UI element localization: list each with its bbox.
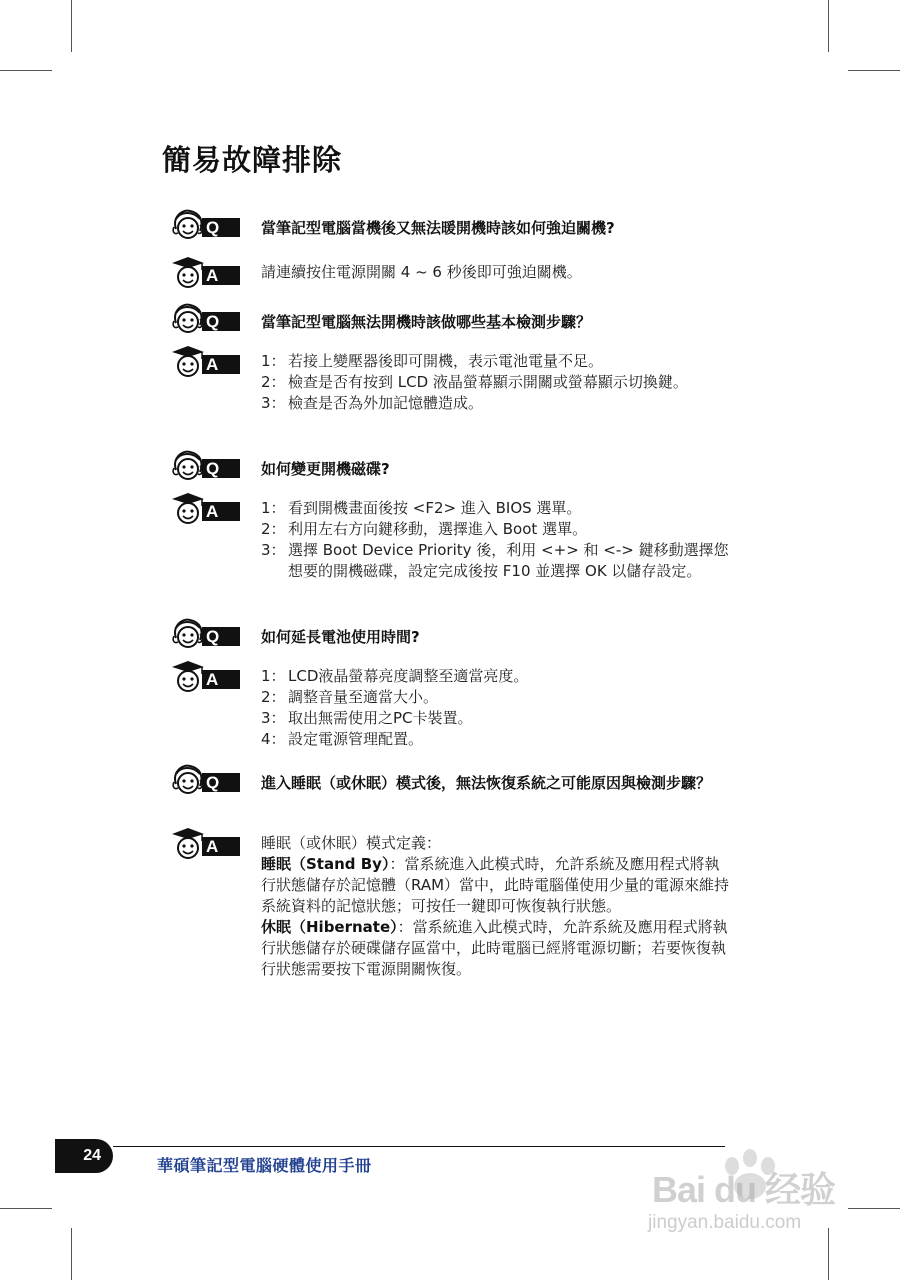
crop-mark [0, 1208, 52, 1209]
list-item: 3： 檢查是否為外加記憶體造成。 [261, 394, 484, 412]
graduate-face-icon [170, 255, 206, 289]
girl-face-icon [170, 616, 206, 650]
crop-mark [828, 0, 829, 52]
list-item: 2： 利用左右方向鍵移動，選擇進入 Boot 選單。 [261, 520, 588, 538]
answer-text [261, 833, 731, 980]
graduate-face-icon [170, 826, 206, 860]
graduate-face-icon [170, 659, 206, 693]
answer-text [261, 498, 731, 582]
a-badge [170, 659, 240, 693]
a-badge [170, 826, 240, 860]
definition-hibernate: 休眠（Hibernate）：當系統進入此模式時，允許系統及應用程式將執行狀態儲存於硬碟儲存區當中，此時電腦已經將電源切斷；若要恢復執行狀態需要按下電源開關恢復。 [261, 918, 728, 978]
answer-list [261, 666, 731, 750]
qa-item-3 [170, 448, 750, 580]
a-badge [170, 344, 240, 378]
q-label: Q [202, 773, 240, 792]
question-text: 如何延長電池使用時間? [261, 628, 420, 646]
graduate-face-icon [170, 344, 206, 378]
a-label: A [202, 266, 240, 285]
answer-list [261, 351, 731, 414]
list-item: 1： 看到開機畫面後按 <F2> 進入 BIOS 選單。 [261, 499, 582, 517]
question-text: 如何變更開機磁碟? [261, 460, 390, 478]
qa-item-1 [170, 207, 750, 285]
question-text: 當筆記型電腦當機後又無法暖開機時該如何強迫關機? [261, 219, 615, 237]
girl-face-icon [170, 762, 206, 796]
list-item: 1： LCD液晶螢幕亮度調整至適當亮度。 [261, 667, 529, 685]
watermark-url: jingyan.baidu.com [648, 1212, 802, 1233]
q-label: Q [202, 627, 240, 646]
crop-mark [848, 70, 900, 71]
manual-title: 華碩筆記型電腦硬體使用手冊 [157, 1156, 372, 1175]
list-item: 2： 調整音量至適當大小。 [261, 688, 439, 706]
answer-text [261, 262, 731, 283]
q-badge [170, 616, 240, 650]
list-item: 1： 若接上變壓器後即可開機，表示電池電量不足。 [261, 352, 604, 370]
watermark-logo: Bai du 经验 [652, 1169, 836, 1210]
qa-item-4 [170, 616, 750, 748]
girl-face-icon [170, 301, 206, 335]
a-label: A [202, 837, 240, 856]
answer-text [261, 351, 731, 414]
page-title: 簡易故障排除 [162, 143, 343, 177]
a-badge [170, 255, 240, 289]
list-item: 4： 設定電源管理配置。 [261, 730, 424, 748]
watermark [640, 1148, 850, 1238]
graduate-face-icon [170, 491, 206, 525]
q-badge [170, 301, 240, 335]
a-label: A [202, 355, 240, 374]
crop-mark [0, 70, 52, 71]
page-number: 24 [55, 1139, 113, 1173]
definition-standby: 睡眠（Stand By）：當系統進入此模式時，允許系統及應用程式將執行狀態儲存於記憶體（RAM）當中，此時電腦僅使用少量的電源來維持系統資料的記憶狀態；可按任一鍵即可恢復執行狀態。 [261, 855, 730, 915]
a-label: A [202, 670, 240, 689]
qa-item-2 [170, 301, 750, 412]
q-label: Q [202, 218, 240, 237]
qa-item-5 [170, 762, 750, 978]
q-label: Q [202, 459, 240, 478]
girl-face-icon [170, 207, 206, 241]
q-badge [170, 762, 240, 796]
answer-list [261, 498, 731, 582]
definition-intro: 睡眠（或休眠）模式定義： [261, 834, 442, 852]
footer-divider [113, 1146, 725, 1147]
crop-mark [848, 1208, 900, 1209]
answer-line: 請連續按住電源開關 4 ~ 6 秒後即可強迫關機。 [261, 263, 582, 281]
q-label: Q [202, 312, 240, 331]
question-text: 當筆記型電腦無法開機時該做哪些基本檢測步驟？ [261, 313, 592, 331]
crop-mark [71, 1228, 72, 1280]
q-badge [170, 207, 240, 241]
a-label: A [202, 502, 240, 521]
list-item: 3： 選擇 Boot Device Priority 後，利用 <+> 和 <-> 鍵移動選擇您想要的開機磁碟，設定完成後按 F10 並選擇 OK 以儲存設定。 [261, 541, 729, 580]
girl-face-icon [170, 448, 206, 482]
a-badge [170, 491, 240, 525]
list-item: 2： 檢查是否有按到 LCD 液晶螢幕顯示開關或螢幕顯示切換鍵。 [261, 373, 688, 391]
question-text: 進入睡眠（或休眠）模式後，無法恢復系統之可能原因與檢測步驟？ [261, 774, 712, 792]
q-badge [170, 448, 240, 482]
list-item: 3： 取出無需使用之PC卡裝置。 [261, 709, 473, 727]
answer-text [261, 666, 731, 750]
crop-mark [71, 0, 72, 52]
